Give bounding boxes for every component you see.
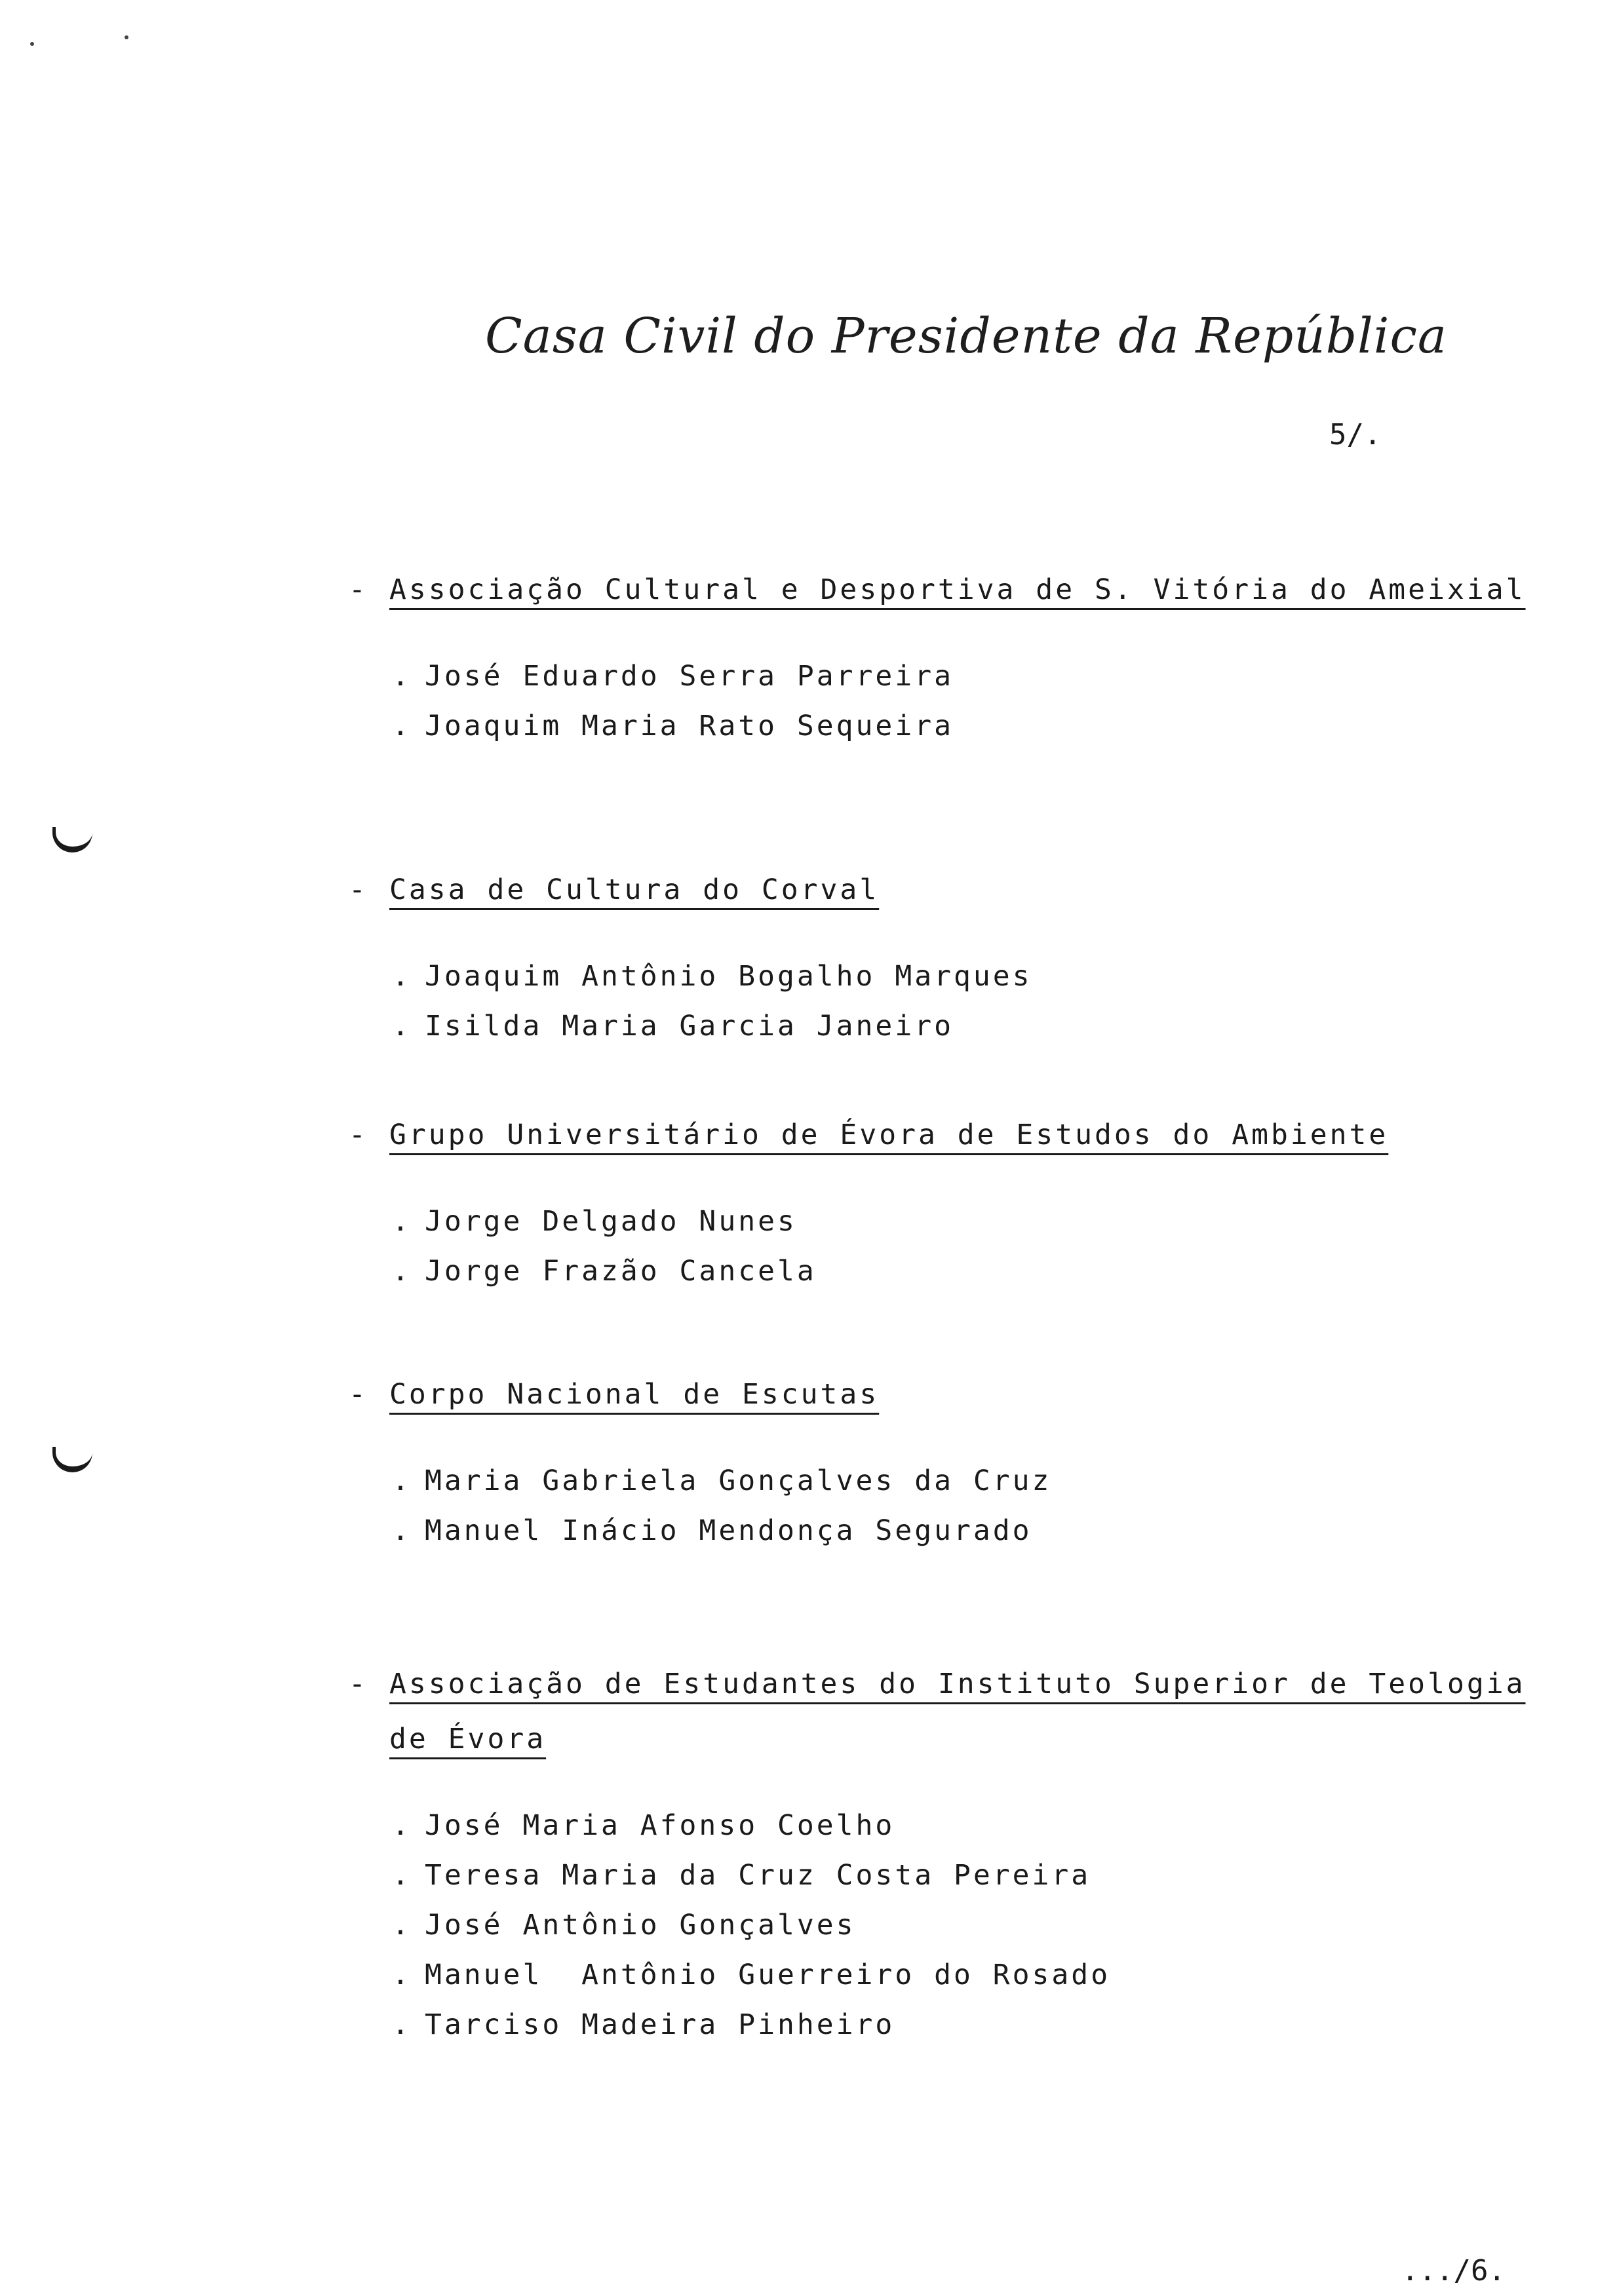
organization-name: Associação Cultural e Desportiva de S. Vitória do Ameixial [389, 573, 1526, 606]
organization-section [349, 562, 1548, 751]
member-name: . José Eduardo Serra Parreira [392, 651, 1548, 701]
member-name: . Isilda Maria Garcia Janeiro [392, 1001, 1548, 1051]
continuation-marker: .../6. [1401, 2254, 1506, 2287]
member-list [349, 1801, 1548, 2050]
member-name: . Manuel Inácio Mendonça Segurado [392, 1506, 1548, 1556]
bullet-dash: - [349, 1119, 368, 1151]
member-name: . Tarciso Madeira Pinheiro [392, 2000, 1548, 2050]
bullet-dash: - [349, 573, 368, 606]
organization-name: Corpo Nacional de Escutas [389, 1378, 880, 1411]
punch-hole-mark [52, 827, 92, 852]
section-heading [349, 862, 1548, 917]
member-name: . Maria Gabriela Gonçalves da Cruz [392, 1456, 1548, 1506]
section-heading [349, 1656, 1548, 1767]
member-name: . Jorge Frazão Cancela [392, 1246, 1548, 1296]
bullet-dash: - [349, 1378, 368, 1411]
organization-name: Grupo Universitário de Évora de Estudos do Ambiente [389, 1119, 1389, 1151]
member-list [349, 1196, 1548, 1296]
bullet-dash: - [349, 873, 368, 906]
page-number: 5/. [1329, 418, 1382, 451]
member-list [349, 651, 1548, 751]
member-list [349, 951, 1548, 1051]
organization-section [349, 1107, 1548, 1296]
organization-section [349, 1656, 1548, 2050]
member-name: . Jorge Delgado Nunes [392, 1196, 1548, 1246]
scan-speck [125, 35, 128, 39]
punch-hole-mark [52, 1447, 92, 1472]
organization-name: Associação de Estudantes do Instituto Superior de Teologia de Évora [389, 1668, 1526, 1755]
member-name: . José Antônio Gonçalves [392, 1900, 1548, 1950]
organization-name: Casa de Cultura do Corval [389, 873, 880, 906]
bullet-dash: - [349, 1668, 368, 1700]
scan-speck [30, 42, 34, 46]
member-name: . Joaquim Antônio Bogalho Marques [392, 951, 1548, 1001]
organization-section [349, 862, 1548, 1051]
section-heading [349, 562, 1548, 617]
section-heading [349, 1107, 1548, 1162]
member-name: . Manuel Antônio Guerreiro do Rosado [392, 1950, 1548, 2000]
member-name: . José Maria Afonso Coelho [392, 1801, 1548, 1850]
member-list [349, 1456, 1548, 1556]
letterhead: Casa Civil do Presidente da República [485, 308, 1448, 364]
member-name: . Joaquim Maria Rato Sequeira [392, 701, 1548, 751]
section-heading [349, 1367, 1548, 1422]
member-name: . Teresa Maria da Cruz Costa Pereira [392, 1850, 1548, 1900]
organization-section [349, 1367, 1548, 1556]
